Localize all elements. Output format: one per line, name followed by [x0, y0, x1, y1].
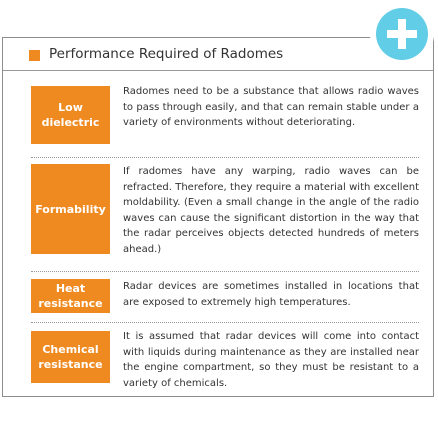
square-bullet-icon — [29, 50, 40, 61]
description-formability: If radomes have any warping, radio waves can be refracted. Therefore, they require a material with excellent moldability. (Even a small change in the angle of the radio waves can cause the significant distortion in the way that the radar perceives objects detected hundreds of meters ahead.) — [123, 166, 419, 255]
row-divider — [31, 271, 419, 272]
label-chemical-resistance — [31, 331, 110, 383]
label-line-1: Low — [58, 101, 83, 114]
label-line-2: resistance — [38, 358, 103, 371]
label-line-1: Heat — [55, 282, 86, 295]
label-line-2: resistance — [38, 297, 103, 310]
label-line-2: dielectric — [41, 116, 100, 129]
label-heat-resistance — [31, 279, 110, 313]
panel-title: Performance Required of Radomes — [49, 46, 284, 62]
description-low-dielectric: Radomes need to be a substance that allows radio waves to pass through easily, and that can remain stable under a variety of environments without deteriorating. — [123, 86, 419, 129]
panel-header — [3, 38, 433, 71]
label-formability — [31, 164, 110, 254]
description-chemical-resistance: It is assumed that radar devices will come into contact with liquids during maintenance as they are installed near the engine compartment, so they must be resistant to a variety of chemicals. — [123, 331, 419, 389]
label-low-dielectric — [31, 86, 110, 144]
label-line-1: Chemical — [42, 343, 99, 356]
plus-circle-icon — [370, 2, 434, 66]
row-divider — [31, 157, 419, 158]
label-line-1: Formability — [35, 202, 106, 216]
description-heat-resistance: Radar devices are sometimes installed in locations that are exposed to extremely high temperatures. — [123, 281, 419, 308]
row-divider — [31, 322, 419, 323]
performance-panel — [2, 37, 434, 397]
